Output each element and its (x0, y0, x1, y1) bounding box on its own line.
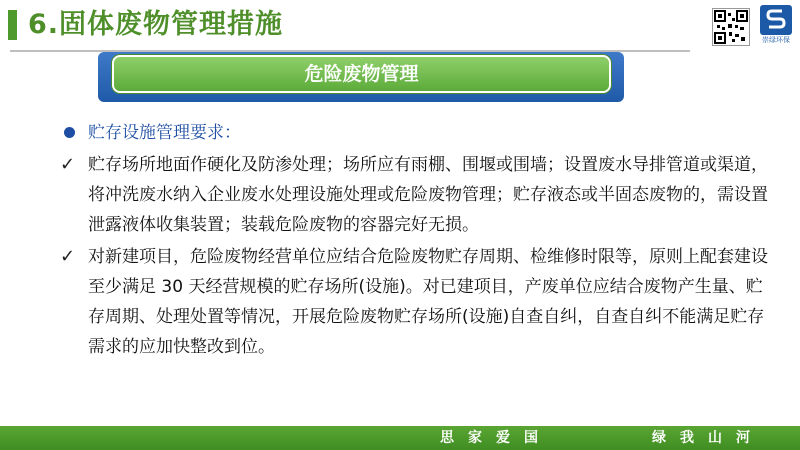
header (0, 0, 800, 50)
list-item-text: 对新建项目，危险废物经营单位应结合危险废物贮存周期、检维修时限等，原则上配套建设至少满足 30 天经营规模的贮存场所(设施)。对已建项目，产废单位应结合废物产生量、贮存周期、处理处置等情况，开展危险废物贮存场所(设施)自查自纠，自查自纠不能满足贮存需求的应加快整改到位。 (88, 247, 768, 357)
qr-code-icon (712, 8, 750, 46)
checkmark-icon: ✓ (60, 154, 76, 175)
company-logo-icon (756, 5, 796, 47)
footer-slogan-right: 绿我山河 (652, 430, 764, 446)
content-body (60, 118, 770, 362)
footer-slogan-left: 思家爱国 (440, 430, 552, 446)
checkmark-icon: ✓ (60, 246, 76, 267)
section-heading-text: 贮存设施管理要求： (88, 123, 241, 143)
list-item (60, 150, 770, 240)
header-accent-bar (8, 10, 17, 40)
bullet-dot-icon (64, 127, 75, 138)
section-heading (60, 118, 770, 148)
footer-bar (0, 426, 800, 450)
section-banner: 危险废物管理 (112, 55, 611, 93)
logo-label: 崇绿环保 (762, 36, 790, 44)
list-item-text: 贮存场所地面作硬化及防渗处理；场所应有雨棚、围堰或围墙；设置废水导排管道或渠道，将冲洗废水纳入企业废水处理设施处理或危险废物管理；贮存液态或半固态废物的，需设置泄露液体收集装置；装载危险废物的容器完好无损。 (88, 155, 768, 235)
list-item (60, 242, 770, 362)
page-title: 6.固体废物管理措施 (28, 9, 284, 40)
